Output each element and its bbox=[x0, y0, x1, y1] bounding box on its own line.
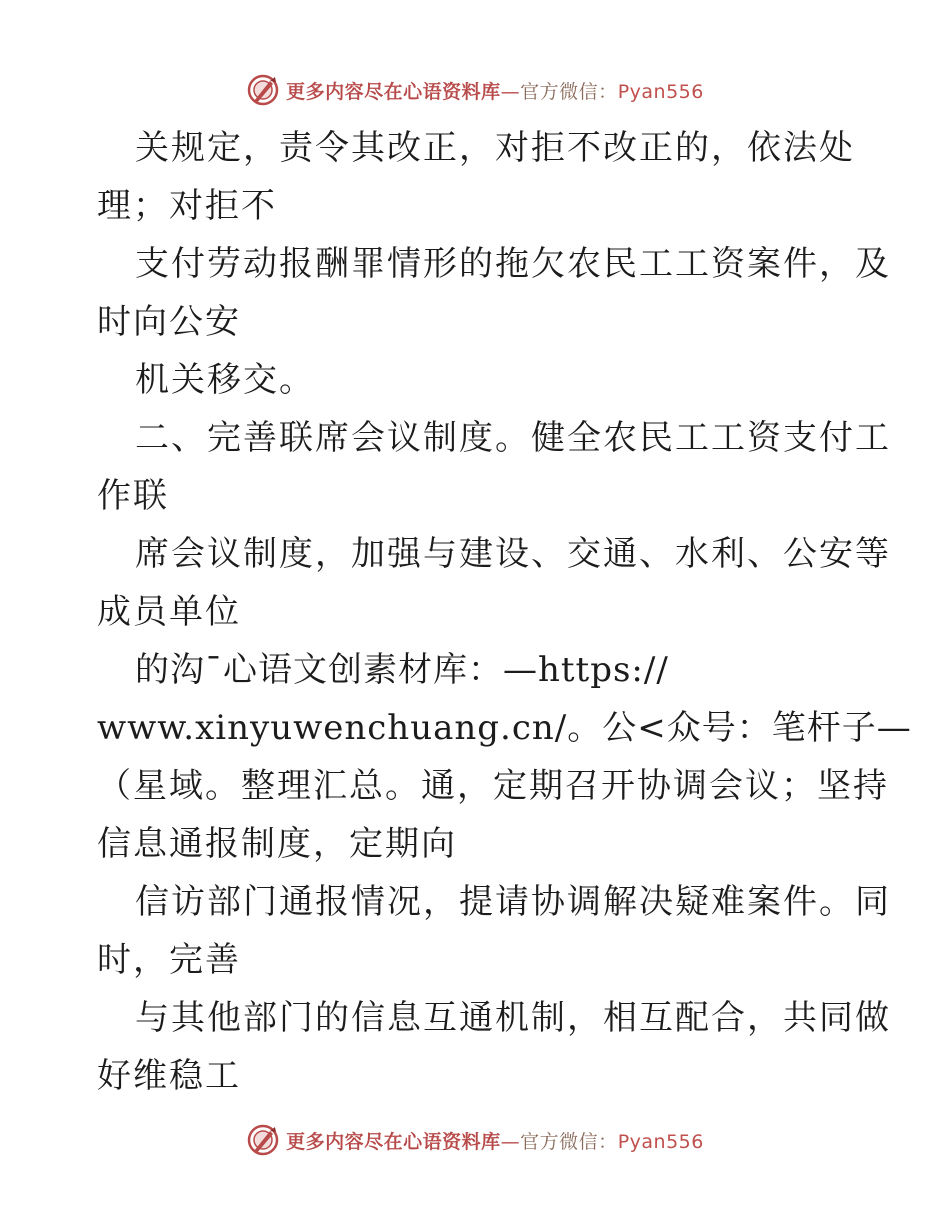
text-line: 支付劳动报酬罪情形的拖欠农民工工资案件，及 bbox=[135, 244, 891, 284]
watermark-text bbox=[286, 1127, 704, 1154]
text-line: 的沟¯心语文创素材库：—https:// bbox=[135, 650, 669, 690]
text-line: 信访部门通报情况，提请协调解决疑难案件。同 bbox=[135, 882, 891, 922]
quill-pen-logo-icon bbox=[246, 1123, 280, 1157]
watermark-text bbox=[286, 77, 704, 104]
watermark-wechat-id: Pyan556 bbox=[617, 1130, 704, 1153]
text-line: www.xinyuwenchuang.cn/。公<众号：笔杆子— bbox=[97, 708, 912, 748]
text-line: 关规定，责令其改正，对拒不改正的，依法处 bbox=[135, 128, 855, 168]
text-line: 作联 bbox=[97, 476, 169, 516]
text-line: 机关移交。 bbox=[135, 360, 315, 400]
text-line: 席会议制度，加强与建设、交通、水利、公安等 bbox=[135, 534, 891, 574]
watermark-label: 官方微信： bbox=[520, 80, 618, 103]
quill-pen-logo-icon bbox=[246, 73, 280, 107]
watermark-wechat-id: Pyan556 bbox=[617, 80, 704, 103]
text-line: 时向公安 bbox=[97, 302, 241, 342]
text-line: 成员单位 bbox=[97, 592, 241, 632]
text-line: 二、完善联席会议制度。健全农民工工资支付工 bbox=[135, 418, 891, 458]
watermark-dash: — bbox=[500, 80, 521, 103]
watermark-brand: 更多内容尽在心语资料库 bbox=[286, 1130, 501, 1153]
watermark-brand: 更多内容尽在心语资料库 bbox=[286, 80, 501, 103]
text-line: 信息通报制度，定期向 bbox=[97, 824, 457, 864]
text-line: 好维稳工 bbox=[97, 1056, 241, 1096]
text-line: （星域。整理汇总。通，定期召开协调会议；坚持 bbox=[97, 766, 889, 806]
watermark-label: 官方微信： bbox=[520, 1130, 618, 1153]
text-line: 时，完善 bbox=[97, 940, 241, 980]
text-line: 理；对拒不 bbox=[97, 186, 277, 226]
watermark-dash: — bbox=[500, 1130, 521, 1153]
text-line: 与其他部门的信息互通机制，相互配合，共同做 bbox=[135, 998, 891, 1038]
header-watermark bbox=[0, 70, 950, 110]
footer-watermark bbox=[0, 1120, 950, 1160]
